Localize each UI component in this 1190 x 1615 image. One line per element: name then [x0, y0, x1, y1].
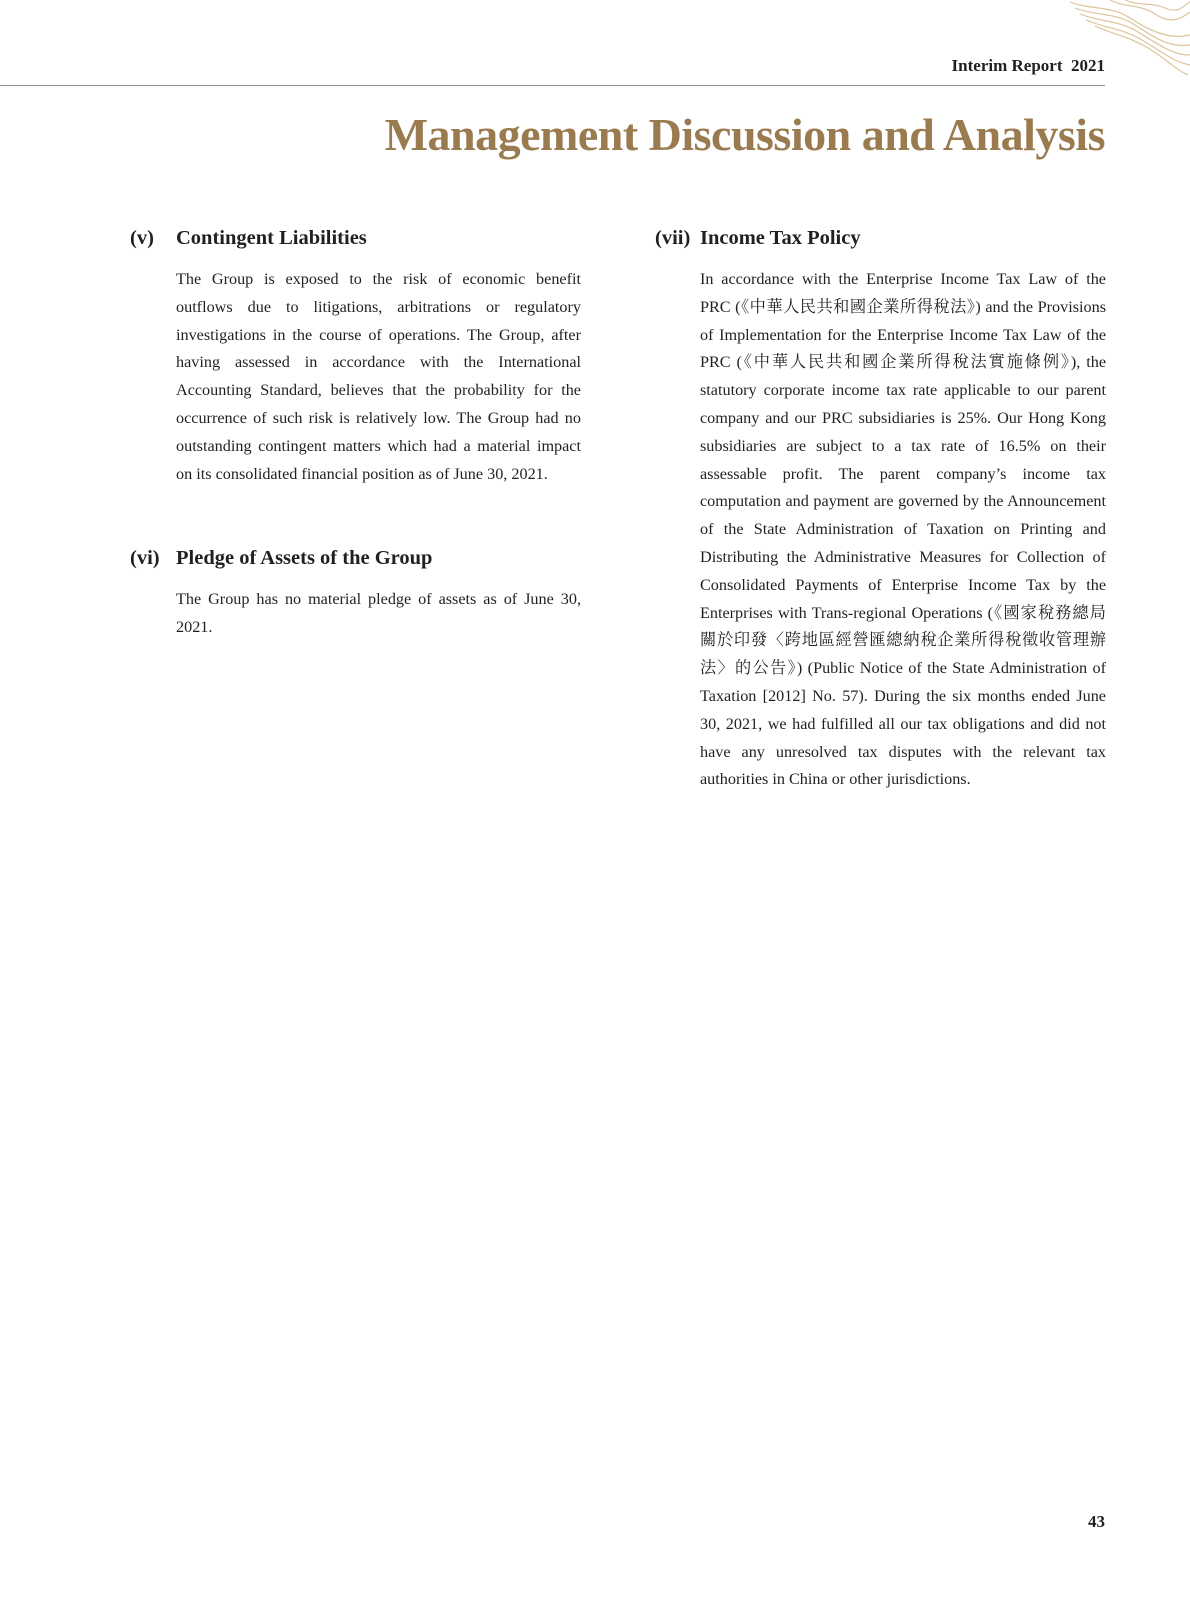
page-number: 43: [1088, 1512, 1105, 1531]
section-body: The Group has no material pledge of assets as of June 30, 2021.: [176, 590, 581, 636]
header-rule: [0, 85, 1105, 86]
section-pledge-of-assets: [130, 547, 581, 642]
section-number: (v): [130, 227, 154, 249]
section-contingent-liabilities: [130, 227, 581, 488]
report-name: Interim Report: [951, 56, 1063, 75]
section-number: (vi): [130, 547, 160, 569]
report-year: 2021: [1071, 56, 1105, 75]
running-header: [952, 56, 1105, 76]
section-heading: [655, 227, 1106, 250]
section-income-tax-policy: [655, 227, 1106, 794]
section-title: Income Tax Policy: [700, 227, 861, 249]
section-heading: [130, 547, 581, 570]
section-title: Pledge of Assets of the Group: [176, 547, 433, 569]
section-title: Contingent Liabilities: [176, 227, 367, 249]
page-title: Management Discussion and Analysis: [384, 109, 1105, 160]
section-heading: [130, 227, 581, 250]
section-body: In accordance with the Enterprise Income Tax Law of the PRC (《中華人民共和國企業所得稅法》) and the Provisions of Implementation for the Enterprise Income Tax Law of the PRC (《中華人民共和國企業所得稅法實施條例》), the statutory corporate income tax rate applicable to our parent company and our PRC subsidiaries is 25%. Our Hong Kong subsidiaries are subject to a tax rate of 16.5% on their assessable profit. The parent company’s income tax computation and payment are governed by the Announcement of the State Administration of Taxation on Printing and Distributing the Administrative Measures for Collection of Consolidated Payments of Enterprise Income Tax by the Enterprises with Trans-regional Operations (《國家稅務總局關於印發〈跨地區經營匯總納稅企業所得稅徵收管理辦法〉的公告》) (Public Notice of the State Administration of Taxation [2012] No. 57). During the six months ended June 30, 2021, we had fulfilled all our tax obligations and did not have any unresolved tax disputes with the relevant tax authorities in China or other jurisdictions.: [700, 270, 1106, 789]
section-number: (vii): [655, 227, 691, 249]
section-body: The Group is exposed to the risk of economic benefit outflows due to litigations, arbitrations or regulatory investigations in the course of operations. The Group, after having assessed in accordance with the International Accounting Standard, believes that the probability for the occurrence of such risk is relatively low. The Group had no outstanding contingent matters which had a material impact on its consolidated financial position as of June 30, 2021.: [176, 270, 581, 483]
